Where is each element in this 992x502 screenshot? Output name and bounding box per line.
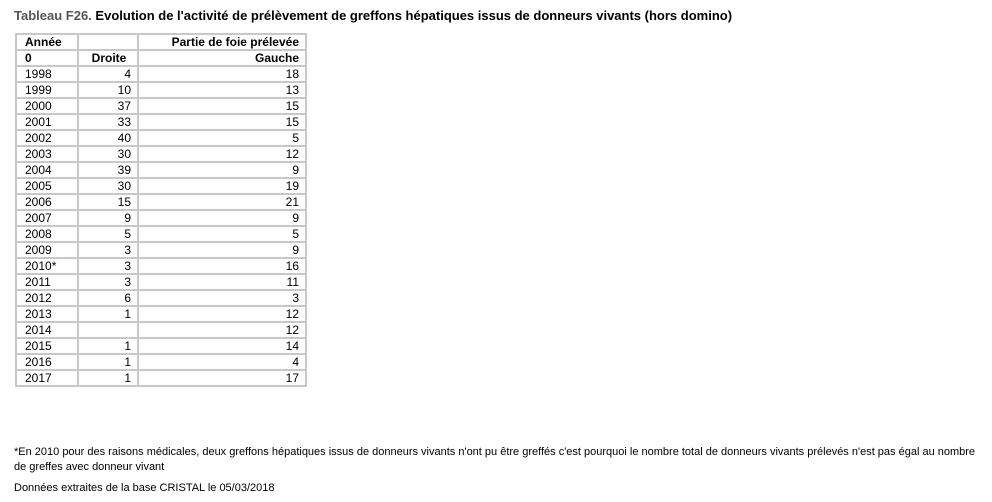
cell-gauche: 15: [138, 98, 306, 114]
cell-gauche: 12: [138, 322, 306, 338]
cell-gauche: 14: [138, 338, 306, 354]
cell-annee: 2003: [16, 146, 78, 162]
cell-droite: 1: [78, 370, 138, 386]
cell-gauche: 21: [138, 194, 306, 210]
header-empty: [78, 34, 138, 50]
table-row: [16, 226, 306, 242]
table-row: [16, 290, 306, 306]
cell-gauche: 13: [138, 82, 306, 98]
cell-gauche: 5: [138, 226, 306, 242]
table-row: [16, 370, 306, 386]
cell-droite: 1: [78, 338, 138, 354]
table-row: [16, 66, 306, 82]
table-row: [16, 354, 306, 370]
cell-droite: 10: [78, 82, 138, 98]
cell-droite: 4: [78, 66, 138, 82]
cell-droite: 9: [78, 210, 138, 226]
table-row: [16, 194, 306, 210]
header-droite: Droite: [78, 50, 138, 66]
table-row: [16, 274, 306, 290]
cell-gauche: 9: [138, 242, 306, 258]
cell-droite: 5: [78, 226, 138, 242]
table-row: [16, 114, 306, 130]
cell-gauche: 3: [138, 290, 306, 306]
cell-annee: 2008: [16, 226, 78, 242]
cell-annee: 2005: [16, 178, 78, 194]
cell-gauche: 18: [138, 66, 306, 82]
cell-droite: 6: [78, 290, 138, 306]
table-row: [16, 82, 306, 98]
cell-gauche: 4: [138, 354, 306, 370]
cell-droite: 30: [78, 178, 138, 194]
cell-gauche: 12: [138, 306, 306, 322]
data-table: [15, 33, 307, 387]
cell-annee: 2007: [16, 210, 78, 226]
header-zero: 0: [16, 50, 78, 66]
cell-droite: 3: [78, 242, 138, 258]
header-row-1: [16, 34, 306, 50]
table-number: Tableau F26.: [14, 8, 92, 23]
header-partie-foie: Partie de foie prélevée: [138, 34, 306, 50]
cell-gauche: 19: [138, 178, 306, 194]
table-row: [16, 210, 306, 226]
cell-annee: 2017: [16, 370, 78, 386]
cell-droite: 33: [78, 114, 138, 130]
table-row: [16, 322, 306, 338]
cell-annee: 1999: [16, 82, 78, 98]
cell-annee: 2012: [16, 290, 78, 306]
cell-annee: 2010*: [16, 258, 78, 274]
cell-annee: 2009: [16, 242, 78, 258]
cell-droite: 3: [78, 274, 138, 290]
footnote: *En 2010 pour des raisons médicales, deux greffons hépatiques issus de donneurs vivants n'ont pu être greffés c'est pourquoi le nombre total de donneurs vivants prélevés n'est pas égal au nombre de greffes avec donneur vivant: [14, 446, 976, 473]
cell-annee: 1998: [16, 66, 78, 82]
cell-annee: 2016: [16, 354, 78, 370]
table-row: [16, 130, 306, 146]
cell-gauche: 12: [138, 146, 306, 162]
table-title-text: Evolution de l'activité de prélèvement de greffons hépatiques issus de donneurs vivants (hors domino): [95, 8, 733, 23]
cell-droite: 15: [78, 194, 138, 210]
cell-annee: 2004: [16, 162, 78, 178]
cell-annee: 2002: [16, 130, 78, 146]
table-title: [14, 8, 732, 23]
cell-annee: 2001: [16, 114, 78, 130]
cell-annee: 2015: [16, 338, 78, 354]
cell-annee: 2006: [16, 194, 78, 210]
cell-annee: 2013: [16, 306, 78, 322]
table-row: [16, 338, 306, 354]
cell-annee: 2014: [16, 322, 78, 338]
cell-gauche: 15: [138, 114, 306, 130]
cell-annee: 2000: [16, 98, 78, 114]
data-source: Données extraites de la base CRISTAL le 05/03/2018: [14, 482, 275, 494]
cell-gauche: 17: [138, 370, 306, 386]
header-annee: Année: [16, 34, 78, 50]
cell-droite: 3: [78, 258, 138, 274]
table-row: [16, 258, 306, 274]
cell-droite: 39: [78, 162, 138, 178]
table-row: [16, 242, 306, 258]
table-row: [16, 162, 306, 178]
cell-droite: 40: [78, 130, 138, 146]
cell-droite: 37: [78, 98, 138, 114]
cell-annee: 2011: [16, 274, 78, 290]
table-row: [16, 178, 306, 194]
cell-gauche: 11: [138, 274, 306, 290]
cell-gauche: 5: [138, 130, 306, 146]
data-table-body: [16, 34, 306, 386]
table-row: [16, 146, 306, 162]
cell-gauche: 16: [138, 258, 306, 274]
cell-droite: 1: [78, 306, 138, 322]
header-row-2: [16, 50, 306, 66]
table-row: [16, 306, 306, 322]
cell-gauche: 9: [138, 210, 306, 226]
cell-gauche: 9: [138, 162, 306, 178]
cell-droite: [78, 322, 138, 338]
table-row: [16, 98, 306, 114]
cell-droite: 1: [78, 354, 138, 370]
header-gauche: Gauche: [138, 50, 306, 66]
cell-droite: 30: [78, 146, 138, 162]
